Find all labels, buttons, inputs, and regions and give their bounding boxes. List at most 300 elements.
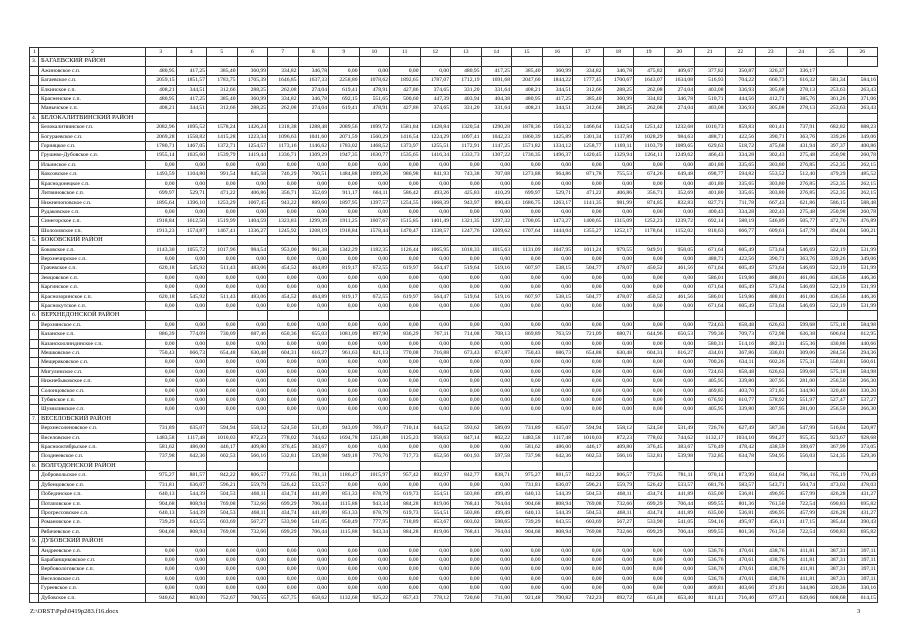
settlement-row [30, 245, 878, 254]
tariff-value: 731,81 [512, 480, 543, 489]
tariff-value: 639,66 [786, 593, 817, 602]
tariff-value: 0,00 [390, 207, 421, 216]
tariff-value: 472,76 [817, 217, 848, 226]
tariff-value: 278,13 [786, 104, 817, 113]
tariff-value: 770,49 [847, 471, 878, 480]
settlement-name: Краснооктябрьское с.п. [39, 443, 146, 452]
tariff-value: 374,65 [420, 85, 451, 94]
tariff-value: 0,00 [451, 339, 482, 348]
tariff-value: 801,41 [756, 123, 787, 132]
tariff-value: 417,25 [542, 95, 573, 104]
tariff-value: 302,43 [756, 207, 787, 216]
tariff-value: 390,43 [847, 518, 878, 527]
tariff-value: 436,56 [817, 273, 848, 282]
tariff-value: 0,00 [542, 386, 573, 395]
tariff-value: 0,00 [359, 160, 390, 169]
tariff-value: 0,00 [329, 574, 360, 583]
tariff-value: 441,89 [664, 508, 695, 517]
tariff-value: 434,74 [268, 490, 299, 499]
column-number-header: 26 [847, 48, 878, 57]
tariff-value: 706,51 [298, 170, 329, 179]
empty-number-cell [30, 123, 39, 132]
tariff-value: 539,98 [298, 452, 329, 461]
tariff-value: 0,00 [237, 396, 268, 405]
tariff-value: 778,02 [634, 433, 665, 442]
tariff-value: 262,08 [634, 85, 665, 94]
tariff-value: 483,06 [237, 292, 268, 301]
tariff-value: 630,48 [603, 349, 634, 358]
empty-cell [542, 461, 573, 470]
tariff-value: 0,00 [664, 160, 695, 169]
tariff-value: 0,00 [512, 320, 543, 329]
settlement-row [30, 85, 878, 94]
tariff-value: 476,89 [847, 217, 878, 226]
tariff-value: 0,00 [359, 283, 390, 292]
tariff-value: 519,86 [725, 292, 756, 301]
tariff-value: 434,01 [695, 349, 726, 358]
tariff-value: 493,26 [420, 189, 451, 198]
empty-cell [268, 461, 299, 470]
tariff-value: 486,00 [542, 443, 573, 452]
tariff-value: 307,95 [756, 405, 787, 414]
tariff-value: 0,00 [512, 555, 543, 564]
tariff-value: 0,00 [237, 546, 268, 555]
tariff-value: 376,45 [268, 443, 299, 452]
tariff-value: 1288,48 [298, 123, 329, 132]
empty-cell [664, 414, 695, 423]
tariff-value: 802,22 [481, 433, 512, 442]
tariff-value: 275,48 [786, 207, 817, 216]
tariff-value: 0,00 [664, 367, 695, 376]
empty-cell [786, 236, 817, 245]
settlement-name: Боковское с.п. [39, 245, 146, 254]
tariff-value: 1783,75 [207, 76, 238, 85]
empty-cell [451, 57, 482, 66]
settlement-name: Коксовское с.п. [39, 170, 146, 179]
tariff-value: 652,56 [420, 452, 451, 461]
tariff-value: 0,00 [481, 386, 512, 395]
tariff-value: 650,53 [664, 330, 695, 339]
tariff-value: 1334,12 [542, 142, 573, 151]
column-number-header: 7 [268, 48, 299, 57]
settlement-row [30, 377, 878, 386]
tariff-value: 1468,52 [359, 142, 390, 151]
tariff-value: 550,81 [817, 358, 848, 367]
tariff-value: 1860,39 [512, 132, 543, 141]
tariff-value: 466,43 [695, 151, 726, 160]
tariff-value: 330,20 [847, 386, 878, 395]
tariff-value: 434,74 [268, 508, 299, 517]
tariff-value: 344,90 [786, 386, 817, 395]
tariff-value: 334,82 [634, 95, 665, 104]
tariff-value: 1081,09 [329, 330, 360, 339]
tariff-value: 726,76 [695, 424, 726, 433]
tariff-value: 0,00 [329, 405, 360, 414]
tariff-value: 1117,48 [176, 433, 207, 442]
tariff-value: 545,92 [176, 292, 207, 301]
tariff-value: 399,67 [786, 443, 817, 452]
empty-cell [451, 537, 482, 546]
tariff-value: 768,41 [451, 527, 482, 536]
empty-cell [390, 57, 421, 66]
tariff-value: 0,00 [237, 320, 268, 329]
tariff-value: 546,69 [786, 245, 817, 254]
tariff-value: 0,00 [146, 160, 177, 169]
tariff-value: 711,00 [481, 593, 512, 602]
tariff-value: 0,00 [634, 320, 665, 329]
tariff-value: 580,31 [695, 339, 726, 348]
tariff-value: 964,86 [542, 170, 573, 179]
tariff-value: 627,49 [725, 424, 756, 433]
tariff-value: 1736,35 [512, 151, 543, 160]
tariff-value: 0,00 [664, 405, 695, 414]
tariff-value: 547,79 [786, 226, 817, 235]
tariff-value: 461,06 [786, 292, 817, 301]
tariff-value: 1913,23 [146, 226, 177, 235]
tariff-value: 612,95 [847, 330, 878, 339]
tariff-value: 431,27 [847, 490, 878, 499]
tariff-value: 564,47 [420, 292, 451, 301]
empty-number-cell [30, 349, 39, 358]
tariff-value: 899,55 [695, 527, 726, 536]
tariff-value: 0,00 [237, 367, 268, 376]
tariff-value: 0,00 [481, 273, 512, 282]
tariff-value: 0,00 [390, 574, 421, 583]
empty-number-cell [30, 471, 39, 480]
tariff-value: 344,51 [176, 104, 207, 113]
empty-cell [573, 461, 604, 470]
tariff-value: 710,14 [390, 424, 421, 433]
tariff-value: 0,00 [207, 283, 238, 292]
tariff-value: 401,80 [695, 179, 726, 188]
tariff-value: 0,00 [512, 396, 543, 405]
tariff-value: 274,04 [664, 104, 695, 113]
tariff-value: 0,00 [481, 574, 512, 583]
tariff-value: 0,00 [573, 584, 604, 593]
tariff-value: 1428,84 [420, 123, 451, 132]
tariff-value: 619,41 [329, 85, 360, 94]
tariff-value: 0,00 [420, 574, 451, 583]
tariff-value: 594,94 [207, 424, 238, 433]
tariff-value: 1115,88 [329, 527, 360, 536]
tariff-value: 0,00 [634, 160, 665, 169]
tariff-value: 0,00 [420, 160, 451, 169]
tariff-value: 778,12 [420, 593, 451, 602]
tariff-value: 446,17 [573, 443, 604, 452]
tariff-value: 1169,11 [603, 142, 634, 151]
empty-cell [176, 414, 207, 423]
tariff-value: 1047,95 [542, 245, 573, 254]
tariff-value: 1416,54 [390, 132, 421, 141]
tariff-value: 0,00 [329, 443, 360, 452]
tariff-value: 488,01 [756, 273, 787, 282]
tariff-value: 529,71 [176, 189, 207, 198]
settlement-row [30, 555, 878, 564]
tariff-value: 1290,28 [481, 123, 512, 132]
column-number-header: 12 [420, 48, 451, 57]
tariff-value: 635,07 [542, 424, 573, 433]
tariff-value: 1695,52 [176, 123, 207, 132]
tariff-value: 0,00 [146, 283, 177, 292]
tariff-value: 687,46 [237, 330, 268, 339]
tariff-value: 408,21 [146, 104, 177, 113]
tariff-value: 943,34 [359, 527, 390, 536]
tariff-value: 446,17 [207, 443, 238, 452]
tariff-value: 0,00 [573, 546, 604, 555]
tariff-value: 658,62 [298, 593, 329, 602]
settlement-name: Мещеряковское с.п. [39, 358, 146, 367]
tariff-value: 586,01 [695, 292, 726, 301]
settlement-name: Барабанщиковское с.п. [39, 555, 146, 564]
column-number-header: 19 [634, 48, 665, 57]
tariff-value: 923,67 [817, 433, 848, 442]
tariff-value: 0,00 [481, 565, 512, 574]
settlement-row [30, 358, 878, 367]
settlement-name: Гуреевское с.п. [39, 584, 146, 593]
tariff-value: 0,00 [359, 555, 390, 564]
settlement-row [30, 76, 878, 85]
tariff-value: 544,39 [176, 508, 207, 517]
tariff-value: 699,97 [512, 189, 543, 198]
tariff-value: 1068,39 [420, 198, 451, 207]
empty-number-cell [30, 508, 39, 517]
column-number-header: 9 [329, 48, 360, 57]
tariff-value: 1152,02 [664, 226, 695, 235]
tariff-value: 0,00 [451, 546, 482, 555]
tariff-value: 692,15 [329, 95, 360, 104]
tariff-value: 0,00 [603, 405, 634, 414]
empty-number-cell [30, 424, 39, 433]
tariff-value: 657,75 [268, 593, 299, 602]
tariff-value: 0,00 [329, 254, 360, 263]
empty-cell [359, 113, 390, 122]
tariff-value: 594,95 [756, 452, 787, 461]
tariff-value: 0,00 [634, 565, 665, 574]
tariff-value: 774,09 [176, 330, 207, 339]
tariff-value: 0,00 [512, 405, 543, 414]
empty-cell [146, 414, 177, 423]
tariff-value: 818,63 [695, 226, 726, 235]
tariff-value: 0,00 [512, 367, 543, 376]
tariff-value: 619,97 [390, 264, 421, 273]
empty-cell [359, 461, 390, 470]
tariff-value: 1336,27 [237, 226, 268, 235]
tariff-value: 889,60 [298, 198, 329, 207]
tariff-value: 0,00 [542, 254, 573, 263]
tariff-value: 706,44 [298, 499, 329, 508]
tariff-value: 470,61 [725, 546, 756, 555]
tariff-value: 0,00 [176, 555, 207, 564]
settlement-row [30, 66, 878, 75]
settlement-name: Верхнянское с.п. [39, 320, 146, 329]
settlement-name: Верхнечирское с.п. [39, 254, 146, 263]
tariff-value: 680,71 [603, 330, 634, 339]
tariff-value: 811,41 [695, 593, 726, 602]
tariff-value: 262,15 [847, 179, 878, 188]
tariff-value: 803,00 [176, 593, 207, 602]
tariff-value: 0,00 [664, 207, 695, 216]
tariff-value: 519,16 [481, 292, 512, 301]
tariff-value: 673,87 [481, 349, 512, 358]
tariff-value: 400,43 [695, 207, 726, 216]
tariff-value: 0,00 [176, 273, 207, 282]
tariff-value: 0,00 [359, 546, 390, 555]
tariff-value: 0,00 [634, 574, 665, 583]
tariff-value: 336,93 [725, 85, 756, 94]
tariff-value: 0,00 [451, 301, 482, 310]
settlement-row [30, 518, 878, 527]
tariff-value: 0,00 [481, 301, 512, 310]
empty-cell [695, 236, 726, 245]
settlement-row [30, 179, 878, 188]
empty-cell [359, 414, 390, 423]
tariff-value: 553,52 [756, 170, 787, 179]
tariff-value: 488,71 [695, 254, 726, 263]
tariff-value: 0,00 [359, 574, 390, 583]
empty-cell [573, 236, 604, 245]
tariff-value: 602,26 [756, 358, 787, 367]
district-row [30, 537, 878, 546]
tariff-value: 0,00 [542, 179, 573, 188]
tariff-value: 1700,05 [512, 217, 543, 226]
tariff-value: 336,01 [756, 349, 787, 358]
settlement-row [30, 433, 878, 442]
tariff-value: 0,00 [268, 283, 299, 292]
district-number: 4. [30, 113, 39, 122]
empty-number-cell [30, 179, 39, 188]
settlement-name: Рябичевское с.п. [39, 527, 146, 536]
tariff-value: 0,00 [298, 405, 329, 414]
tariff-value: 431,94 [786, 142, 817, 151]
tariff-value: 0,00 [603, 377, 634, 386]
tariff-value: 607,97 [512, 292, 543, 301]
tariff-value: 262,15 [847, 189, 878, 198]
tariff-value: 339,26 [817, 254, 848, 263]
tariff-value: 575,31 [786, 358, 817, 367]
empty-number-cell [30, 254, 39, 263]
tariff-value: 1535,65 [390, 151, 421, 160]
empty-cell [634, 461, 665, 470]
tariff-value: 0,00 [542, 405, 573, 414]
tariff-value: 385,76 [786, 95, 817, 104]
tariff-value: 573,64 [756, 301, 787, 310]
district-name: ВОЛГОДОНСКОЙ РАЙОН [39, 461, 146, 470]
tariff-value: 0,00 [451, 443, 482, 452]
tariff-value: 0,00 [573, 207, 604, 216]
tariff-value: 0,00 [146, 565, 177, 574]
tariff-value: 950,49 [329, 518, 360, 527]
tariff-value: 0,00 [237, 584, 268, 593]
tariff-value: 312,66 [573, 85, 604, 94]
tariff-value: 1251,42 [634, 123, 665, 132]
tariff-value: 0,00 [573, 565, 604, 574]
settlement-row [30, 405, 878, 414]
tariff-value: 838,71 [481, 471, 512, 480]
column-number-header: 17 [573, 48, 604, 57]
tariff-value: 0,00 [634, 283, 665, 292]
tariff-value: 417,15 [786, 518, 817, 527]
tariff-value: 776,76 [359, 452, 390, 461]
tariff-value: 886,39 [146, 330, 177, 339]
tariff-value: 0,00 [573, 273, 604, 282]
tariff-value: 349,06 [847, 132, 878, 141]
empty-number-cell [30, 377, 39, 386]
tariff-value: 331,64 [481, 104, 512, 113]
tariff-value: 1342,29 [329, 245, 360, 254]
settlement-name: Литвиновское с.п. [39, 189, 146, 198]
tariff-value: 0,00 [542, 207, 573, 216]
tariff-value: 0,00 [390, 66, 421, 75]
empty-cell [268, 537, 299, 546]
tariff-value: 610,77 [725, 396, 756, 405]
tariff-value: 636,07 [542, 480, 573, 489]
tariff-value: 0,00 [298, 386, 329, 395]
tariff-value: 884,28 [390, 499, 421, 508]
tariff-value: 1473,27 [542, 217, 573, 226]
tariff-value: 0,00 [146, 179, 177, 188]
tariff-value: 0,00 [634, 377, 665, 386]
settlement-name: Вербовологовское с.п. [39, 565, 146, 574]
tariff-value: 1172,91 [451, 142, 482, 151]
empty-number-cell [30, 245, 39, 254]
tariff-value: 471,22 [207, 189, 238, 198]
tariff-value: 543,71 [756, 480, 787, 489]
tariff-value: 769,08 [573, 527, 604, 536]
tariff-value: 531,99 [847, 283, 878, 292]
tariff-value: 0,00 [664, 254, 695, 263]
settlement-name: Потаповское с.п. [39, 499, 146, 508]
settlement-row [30, 104, 878, 113]
tariff-value: 0,00 [359, 443, 390, 452]
tariff-value: 0,00 [176, 254, 207, 263]
tariff-value: 536,81 [725, 490, 756, 499]
empty-cell [573, 414, 604, 423]
tariff-value: 1401,49 [420, 217, 451, 226]
tariff-value: 344,51 [542, 104, 573, 113]
tariff-value: 0,00 [329, 320, 360, 329]
tariff-value: 653,40 [664, 593, 695, 602]
settlement-name: Веселовское с.п. [39, 574, 146, 583]
tariff-value: 599,68 [786, 367, 817, 376]
tariff-value: 667,43 [756, 198, 787, 207]
tariff-value: 0,00 [451, 386, 482, 395]
tariff-value: 730,09 [207, 330, 238, 339]
tariff-value: 558,12 [237, 424, 268, 433]
empty-number-cell [30, 189, 39, 198]
tariff-value: 305,08 [756, 85, 787, 94]
empty-number-cell [30, 405, 39, 414]
tariff-value: 716,88 [420, 349, 451, 358]
empty-cell [695, 57, 726, 66]
district-name: ДУБОВСКИЙ РАЙОН [39, 537, 146, 546]
tariff-value: 605,49 [725, 283, 756, 292]
empty-cell [664, 461, 695, 470]
tariff-value: 496,95 [756, 490, 787, 499]
tariff-value: 767,11 [420, 330, 451, 339]
empty-cell [146, 57, 177, 66]
tariff-value: 1397,57 [359, 198, 390, 207]
tariff-value: 984,54 [237, 245, 268, 254]
tariff-value: 0,00 [237, 339, 268, 348]
tariff-value: 672,98 [756, 330, 787, 339]
tariff-value: 653,67 [420, 518, 451, 527]
tariff-value: 921,48 [512, 593, 543, 602]
tariff-value: 0,00 [237, 555, 268, 564]
tariff-value: 1355,27 [573, 226, 604, 235]
empty-cell [786, 57, 817, 66]
tariff-value: 276,85 [786, 179, 817, 188]
tariff-value: 288,25 [603, 85, 634, 94]
